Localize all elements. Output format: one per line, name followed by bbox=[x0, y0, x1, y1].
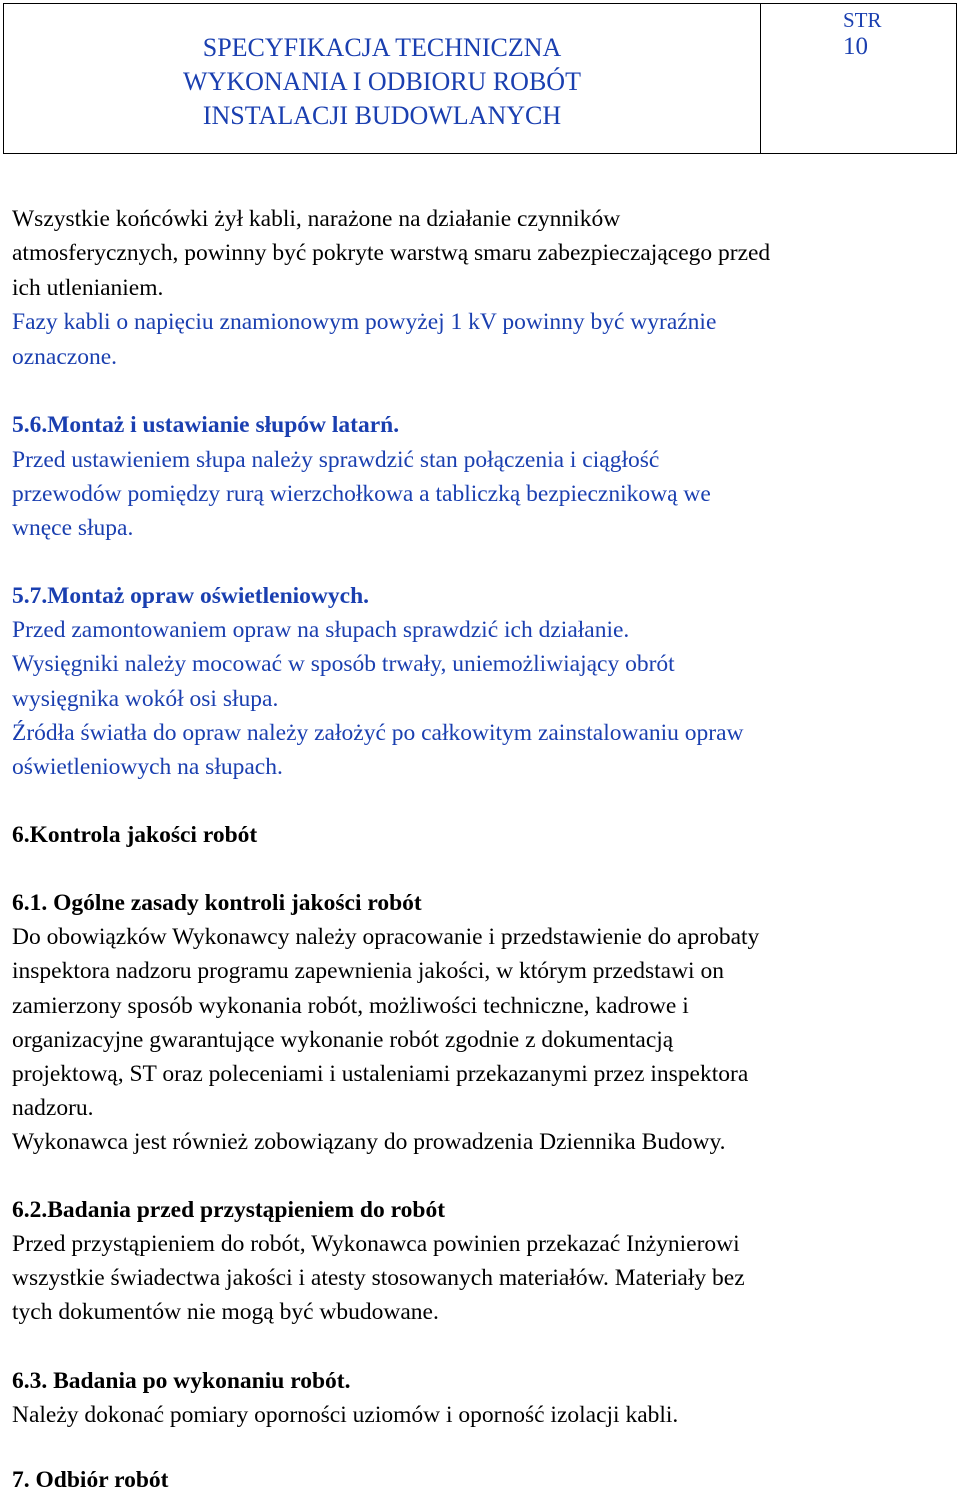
section-heading-6-3: 6.3. Badania po wykonaniu robót. bbox=[12, 1368, 351, 1394]
paragraph-line: Przed zamontowaniem opraw na słupach sprawdzić ich działanie. bbox=[12, 617, 630, 643]
paragraph-line: tych dokumentów nie mogą być wbudowane. bbox=[12, 1299, 439, 1325]
paragraph-line: Należy dokonać pomiary oporności uziomów i oporność izolacji kabli. bbox=[12, 1402, 679, 1428]
paragraph-line: organizacyjne gwarantujące wykonanie robót zgodnie z dokumentacją bbox=[12, 1027, 674, 1053]
section-heading-6-1: 6.1. Ogólne zasady kontroli jakości robót bbox=[12, 890, 422, 916]
paragraph-line: Źródła światła do opraw należy założyć po całkowitym zainstalowaniu opraw bbox=[12, 720, 744, 746]
paragraph-line: wnęce słupa. bbox=[12, 515, 134, 541]
paragraph-line: oświetleniowych na słupach. bbox=[12, 754, 283, 780]
paragraph-line: Fazy kabli o napięciu znamionowym powyżej 1 kV powinny być wyraźnie bbox=[12, 309, 717, 335]
paragraph-line: Przed przystąpieniem do robót, Wykonawca powinien przekazać Inżynierowi bbox=[12, 1231, 740, 1257]
paragraph-line: projektową, ST oraz poleceniami i ustaleniami przekazanymi przez inspektora bbox=[12, 1061, 749, 1087]
paragraph-line: nadzoru. bbox=[12, 1095, 94, 1121]
paragraph-line: Przed ustawieniem słupa należy sprawdzić stan połączenia i ciągłość bbox=[12, 447, 660, 473]
paragraph-line: oznaczone. bbox=[12, 344, 118, 370]
paragraph-line: Do obowiązków Wykonawcy należy opracowanie i przedstawienie do aprobaty bbox=[12, 924, 760, 950]
section-heading-5-7: 5.7.Montaż opraw oświetleniowych. bbox=[12, 583, 370, 609]
header-title-line-1: SPECYFIKACJA TECHNICZNA bbox=[202, 33, 562, 62]
paragraph-line: przewodów pomiędzy rurą wierzchołkowa a tabliczką bezpiecznikową we bbox=[12, 481, 711, 507]
header-title-block bbox=[4, 4, 761, 153]
paragraph-line: atmosferycznych, powinny być pokryte warstwą smaru zabezpieczającego przed bbox=[12, 240, 771, 266]
section-heading-7: 7. Odbiór robót bbox=[12, 1467, 169, 1493]
section-heading-6-2: 6.2.Badania przed przystąpieniem do robót bbox=[12, 1197, 446, 1223]
paragraph-line: Wykonawca jest również zobowiązany do prowadzenia Dziennika Budowy. bbox=[12, 1129, 726, 1155]
paragraph-line: wysięgnika wokół osi słupa. bbox=[12, 686, 279, 712]
paragraph-line: zamierzony sposób wykonania robót, możliwości techniczne, kadrowe i bbox=[12, 993, 689, 1019]
section-heading-5-6: 5.6.Montaż i ustawianie słupów latarń. bbox=[12, 412, 400, 438]
paragraph-line: wszystkie świadectwa jakości i atesty stosowanych materiałów. Materiały bez bbox=[12, 1265, 745, 1291]
header-title-line-2: WYKONANIA I ODBIORU ROBÓT bbox=[183, 67, 581, 96]
page-label: STR bbox=[843, 8, 882, 32]
paragraph-line: ich utlenianiem. bbox=[12, 275, 164, 301]
paragraph-line: Wszystkie końcówki żył kabli, narażone na działanie czynników bbox=[12, 206, 621, 232]
document-header bbox=[3, 3, 957, 154]
header-page-block bbox=[761, 4, 956, 153]
header-title-line-3: INSTALACJI BUDOWLANYCH bbox=[202, 101, 562, 130]
paragraph-line: Wysięgniki należy mocować w sposób trwały, uniemożliwiający obrót bbox=[12, 651, 675, 677]
section-heading-6: 6.Kontrola jakości robót bbox=[12, 822, 258, 848]
page-number: 10 bbox=[843, 33, 868, 60]
paragraph-line: inspektora nadzoru programu zapewnienia jakości, w którym przedstawi on bbox=[12, 958, 724, 984]
